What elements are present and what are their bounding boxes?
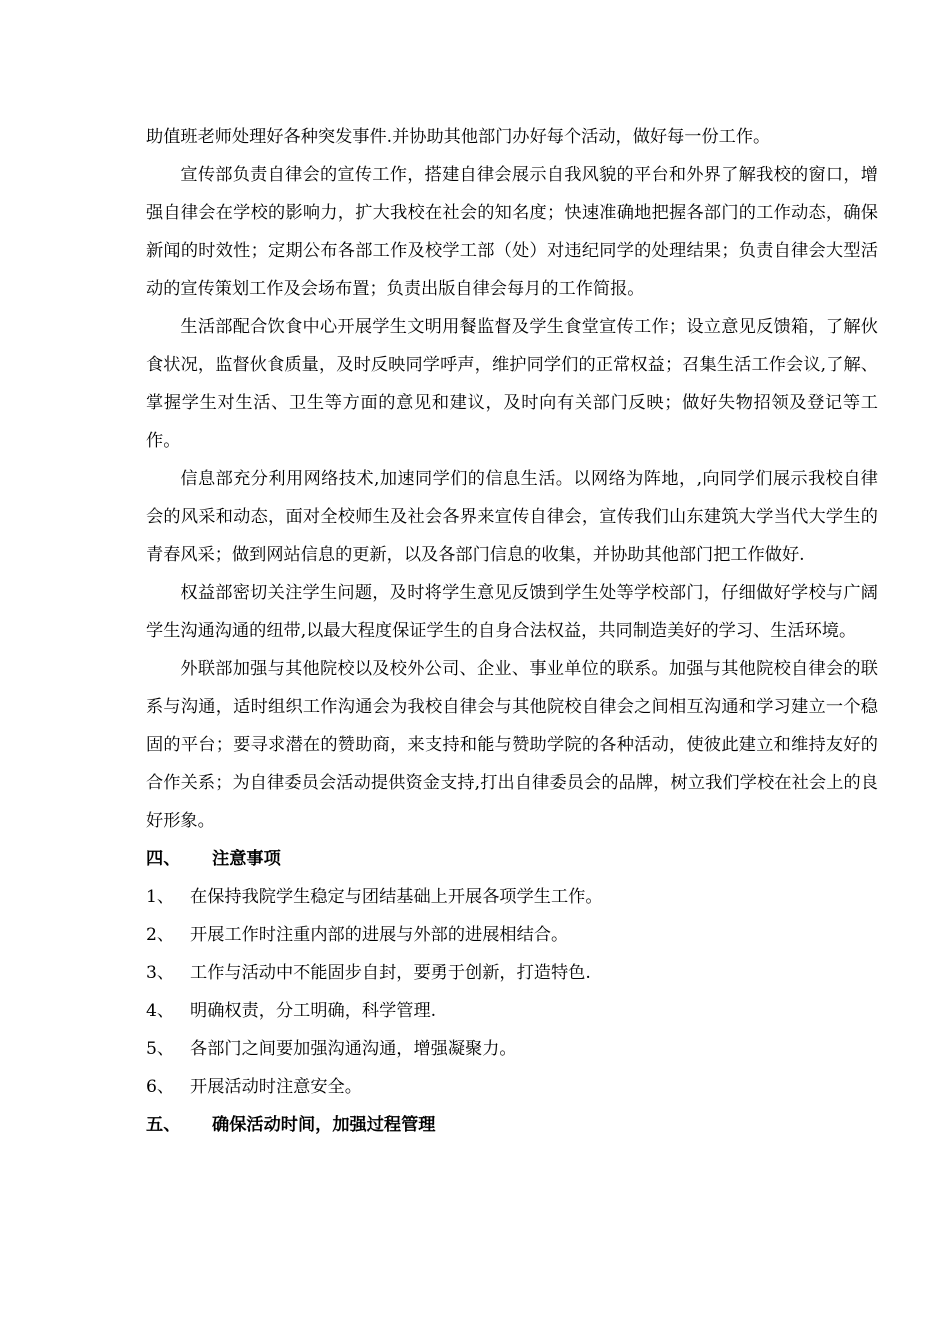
section-heading-5 [146, 1106, 878, 1144]
list-item [146, 1030, 878, 1068]
list-number: 1、 [146, 887, 175, 907]
paragraph-publicity-dept: 宣传部负责自律会的宣传工作，搭建自律会展示自我风貌的平台和外界了解我校的窗口，增强自律会在学校的影响力，扩大我校在社会的知名度；快速准确地把握各部门的工作动态，确保新闻的时效性；定期公布各部工作及校学工部（处）对违纪同学的处理结果；负责自律会大型活动的宣传策划工作及会场布置；负责出版自律会每月的工作简报。 [146, 165, 878, 299]
list-text: 开展活动时注意安全。 [190, 1077, 362, 1097]
list-number: 6、 [146, 1077, 175, 1097]
list-item [146, 878, 878, 916]
section-number: 五、 [146, 1115, 181, 1135]
list-number: 3、 [146, 963, 175, 983]
list-text: 明确权责，分工明确，科学管理. [190, 1001, 437, 1021]
list-item [146, 916, 878, 954]
paragraph-rights-dept: 权益部密切关注学生问题，及时将学生意见反馈到学生处等学校部门，仔细做好学校与广阔学生沟通沟通的纽带,以最大程度保证学生的自身合法权益，共同制造美好的学习、生活环境。 [146, 583, 878, 641]
section-title: 确保活动时间，加强过程管理 [212, 1115, 436, 1135]
list-text: 开展工作时注重内部的进展与外部的进展相结合。 [190, 925, 569, 945]
paragraph-info-dept: 信息部充分利用网络技术,加速同学们的信息生活。以网络为阵地，,向同学们展示我校自律会的风采和动态，面对全校师生及社会各界来宣传自律会，宣传我们山东建筑大学当代大学生的青春风采；做到网站信息的更新，以及各部门信息的收集，并协助其他部门把工作做好. [146, 469, 878, 565]
list-text: 工作与活动中不能固步自封，要勇于创新，打造特色. [190, 963, 591, 983]
list-number: 4、 [146, 1001, 175, 1021]
list-number: 5、 [146, 1039, 175, 1059]
list-item [146, 954, 878, 992]
document-page [146, 118, 878, 1144]
list-item [146, 992, 878, 1030]
paragraph-external-dept: 外联部加强与其他院校以及校外公司、企业、事业单位的联系。加强与其他院校自律会的联系与沟通，适时组织工作沟通会为我校自律会与其他院校自律会之间相互沟通和学习建立一个稳固的平台；要寻求潜在的赞助商，来支持和能与赞助学院的各种活动，使彼此建立和维持友好的合作关系；为自律委员会活动提供资金支持,打出自律委员会的品牌，树立我们学校在社会上的良好形象。 [146, 659, 878, 831]
section-title: 注意事项 [212, 849, 281, 869]
paragraph-life-dept: 生活部配合饮食中心开展学生文明用餐监督及学生食堂宣传工作；设立意见反馈箱，了解伙食状况，监督伙食质量，及时反映同学呼声，维护同学们的正常权益；召集生活工作会议,了解、掌握学生对生活、卫生等方面的意见和建议，及时向有关部门反映；做好失物招领及登记等工作。 [146, 317, 878, 451]
list-text: 在保持我院学生稳定与团结基础上开展各项学生工作。 [190, 887, 603, 907]
paragraph-continuation: 助值班老师处理好各种突发事件.并协助其他部门办好每个活动，做好每一份工作。 [146, 127, 771, 147]
list-item [146, 1068, 878, 1106]
list-text: 各部门之间要加强沟通沟通，增强凝聚力。 [190, 1039, 517, 1059]
section-heading-4 [146, 840, 878, 878]
section-number: 四、 [146, 849, 181, 869]
list-number: 2、 [146, 925, 175, 945]
